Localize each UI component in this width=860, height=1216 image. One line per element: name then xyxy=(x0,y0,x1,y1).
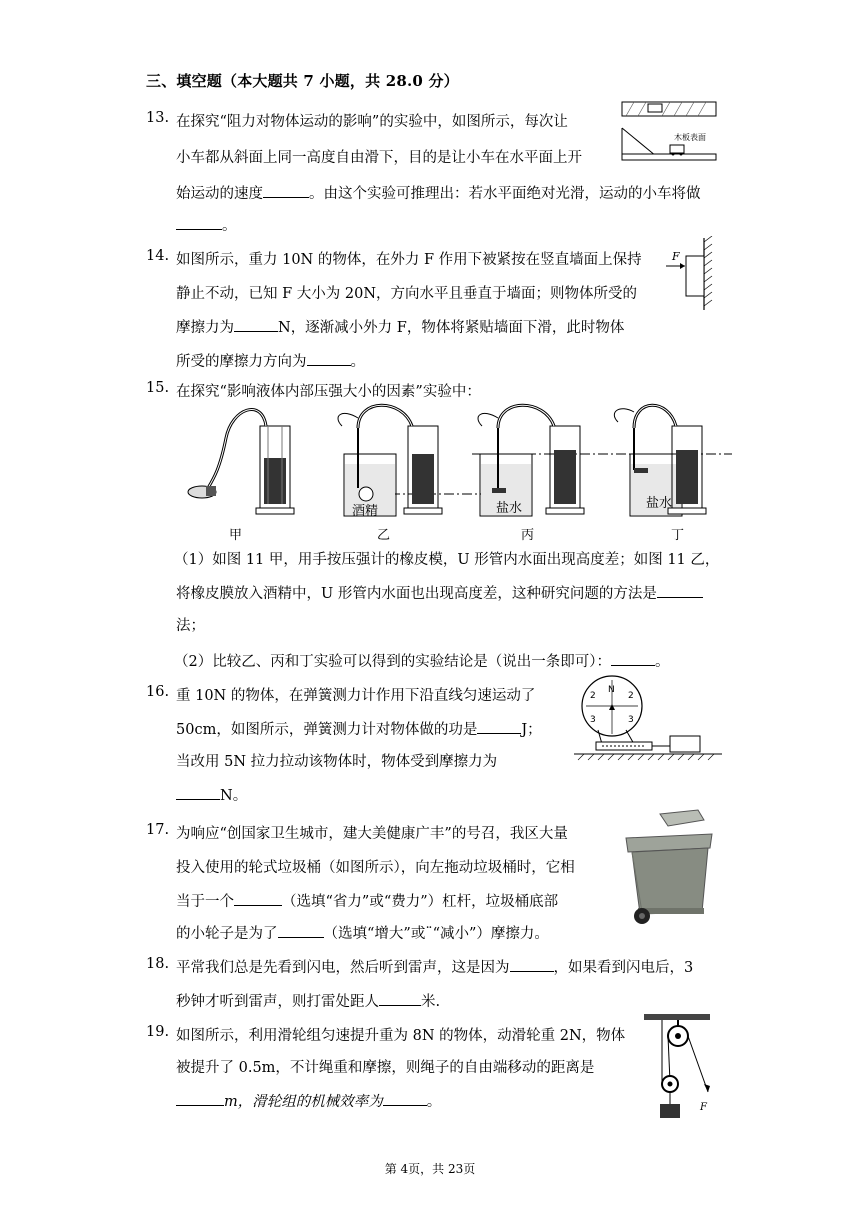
spring-scale-figure xyxy=(572,672,724,762)
q16-line-3: 当改用 5N 拉力拉动该物体时，物体受到摩擦力为 xyxy=(176,754,498,770)
answer-blank[interactable] xyxy=(278,925,324,938)
setup-label-ding: 丁 xyxy=(671,528,685,543)
section-title: 三、填空题（本大题共 7 小题，共 28.0 分） xyxy=(146,72,459,90)
answer-blank[interactable] xyxy=(307,353,351,366)
q17-line-3: 当于一个 （选填“省力”或“费力”）杠杆，垃圾桶底部 xyxy=(176,894,559,910)
setup-bing xyxy=(478,405,584,516)
q13-line-1: 在探究“阻力对物体运动的影响”的实验中，如图所示，每次让 xyxy=(176,114,568,130)
answer-blank[interactable] xyxy=(383,1093,427,1106)
q15-part2-line: （2）比较乙、丙和丁实验可以得到的实验结论是（说出一条即可）： 。 xyxy=(174,654,670,670)
question-number-17: 17. xyxy=(146,822,170,838)
gauge-tick-3-right: 3 xyxy=(628,715,634,725)
q14-line-4: 所受的摩擦力方向为 。 xyxy=(176,354,365,370)
question-number-19: 19. xyxy=(146,1024,170,1040)
answer-blank[interactable] xyxy=(379,993,421,1006)
setup-label-yi: 乙 xyxy=(377,528,391,543)
answer-blank[interactable] xyxy=(657,585,703,598)
liquid-label-brine-2: 盐水 xyxy=(646,496,673,511)
question-number-14: 14. xyxy=(146,248,170,264)
q19-line-2: 被提升了 0.5m，不计绳重和摩擦，则绳子的自由端移动的距离是 xyxy=(176,1060,595,1076)
answer-blank[interactable] xyxy=(263,185,309,198)
q18-line-1: 平常我们总是先看到闪电，然后听到雷声，这是因为 ，如果看到闪电后，3 xyxy=(176,960,694,976)
q18-line-2: 秒钟才听到雷声，则打雷处距人 米. xyxy=(176,994,441,1010)
q17-line-1: 为响应“创国家卫生城市，建大美健康广丰”的号召，我区大量 xyxy=(176,826,568,842)
question-number-15: 15. xyxy=(146,380,170,396)
page-footer: 第 4页，共 23页 xyxy=(384,1162,476,1176)
ramp-figure xyxy=(618,98,720,162)
answer-blank[interactable] xyxy=(176,1093,224,1106)
q16-line-4: N。 xyxy=(176,784,247,805)
q15-part1-line-1: （1）如图 11 甲，用手按压强计的橡皮模，U 形管内水面出现高度差；如图 11 乙， xyxy=(174,552,720,568)
q19-line-1: 如图所示，利用滑轮组匀速提升重为 8N 的物体，动滑轮重 2N，物体 xyxy=(176,1028,626,1044)
gauge-tick-3: 3 xyxy=(590,715,596,725)
answer-blank[interactable] xyxy=(176,217,222,230)
gauge-tick-2: 2 xyxy=(590,691,596,701)
setup-label-jia: 甲 xyxy=(229,528,243,543)
q16-line-2: 50cm，如图所示，弹簧测力计对物体做的功是 J； xyxy=(176,722,542,738)
pulley-system-figure xyxy=(640,1012,714,1124)
q15-part1-line-3: 法； xyxy=(176,618,205,634)
gauge-tick-2-right: 2 xyxy=(628,691,634,701)
q15-line-1: 在探究“影响液体内部压强大小的因素”实验中： xyxy=(176,384,481,400)
setup-jia xyxy=(188,409,294,514)
q13-line-3: 始运动的速度 。由这个实验可推理出：若水平面绝对光滑，运动的小车将做 xyxy=(176,186,701,202)
q14-line-1: 如图所示，重力 10N 的物体，在外力 F 作用下被紧按在竖直墙面上保持 xyxy=(176,252,642,268)
answer-blank[interactable] xyxy=(234,893,282,906)
q13-line-4: 。 xyxy=(176,214,237,235)
answer-blank[interactable] xyxy=(234,319,278,332)
question-number-18: 18. xyxy=(146,956,170,972)
q14-line-2: 静止不动，已知 F 大小为 20N，方向水平且垂直于墙面；则物体所受的 xyxy=(176,286,638,302)
q15-part1-line-2: 将橡皮膜放入酒精中，U 形管内水面也出现高度差，这种研究问题的方法是 xyxy=(176,582,703,603)
wheeled-trash-bin-figure xyxy=(620,808,718,926)
q17-line-2: 投入使用的轮式垃圾桶（如图所示），向左拖动垃圾桶时，它相 xyxy=(176,860,575,876)
wall-block-figure xyxy=(660,236,720,312)
setup-label-bing: 丙 xyxy=(521,528,535,543)
board-surface-label: 木板表面 xyxy=(674,133,706,142)
force-label: F xyxy=(672,250,680,263)
q19-line-3: m，滑轮组的机械效率为 。 xyxy=(176,1090,441,1111)
answer-blank[interactable] xyxy=(510,959,554,972)
q17-line-4: 的小轮子是为了 （选填“增大”或¨“减小”）摩擦力。 xyxy=(176,926,549,942)
question-number-16: 16. xyxy=(146,684,170,700)
answer-blank[interactable] xyxy=(176,787,220,800)
gauge-unit: N xyxy=(608,685,615,695)
answer-blank[interactable] xyxy=(611,653,655,666)
liquid-label-alcohol: 酒精 xyxy=(352,504,379,519)
q16-line-1: 重 10N 的物体，在弹簧测力计作用下沿直线匀速运动了 xyxy=(176,688,536,704)
q14-line-3: 摩擦力为 N，逐渐减小外力 F，物体将紧贴墙面下滑，此时物体 xyxy=(176,320,625,336)
answer-blank[interactable] xyxy=(477,721,521,734)
q13-line-2: 小车都从斜面上同一高度自由滑下，目的是让小车在水平面上开 xyxy=(176,150,582,166)
question-number-13: 13. xyxy=(146,110,170,126)
pull-force-label: F xyxy=(700,1102,707,1113)
pressure-gauge-figure xyxy=(172,398,732,546)
liquid-label-brine-1: 盐水 xyxy=(496,501,523,516)
